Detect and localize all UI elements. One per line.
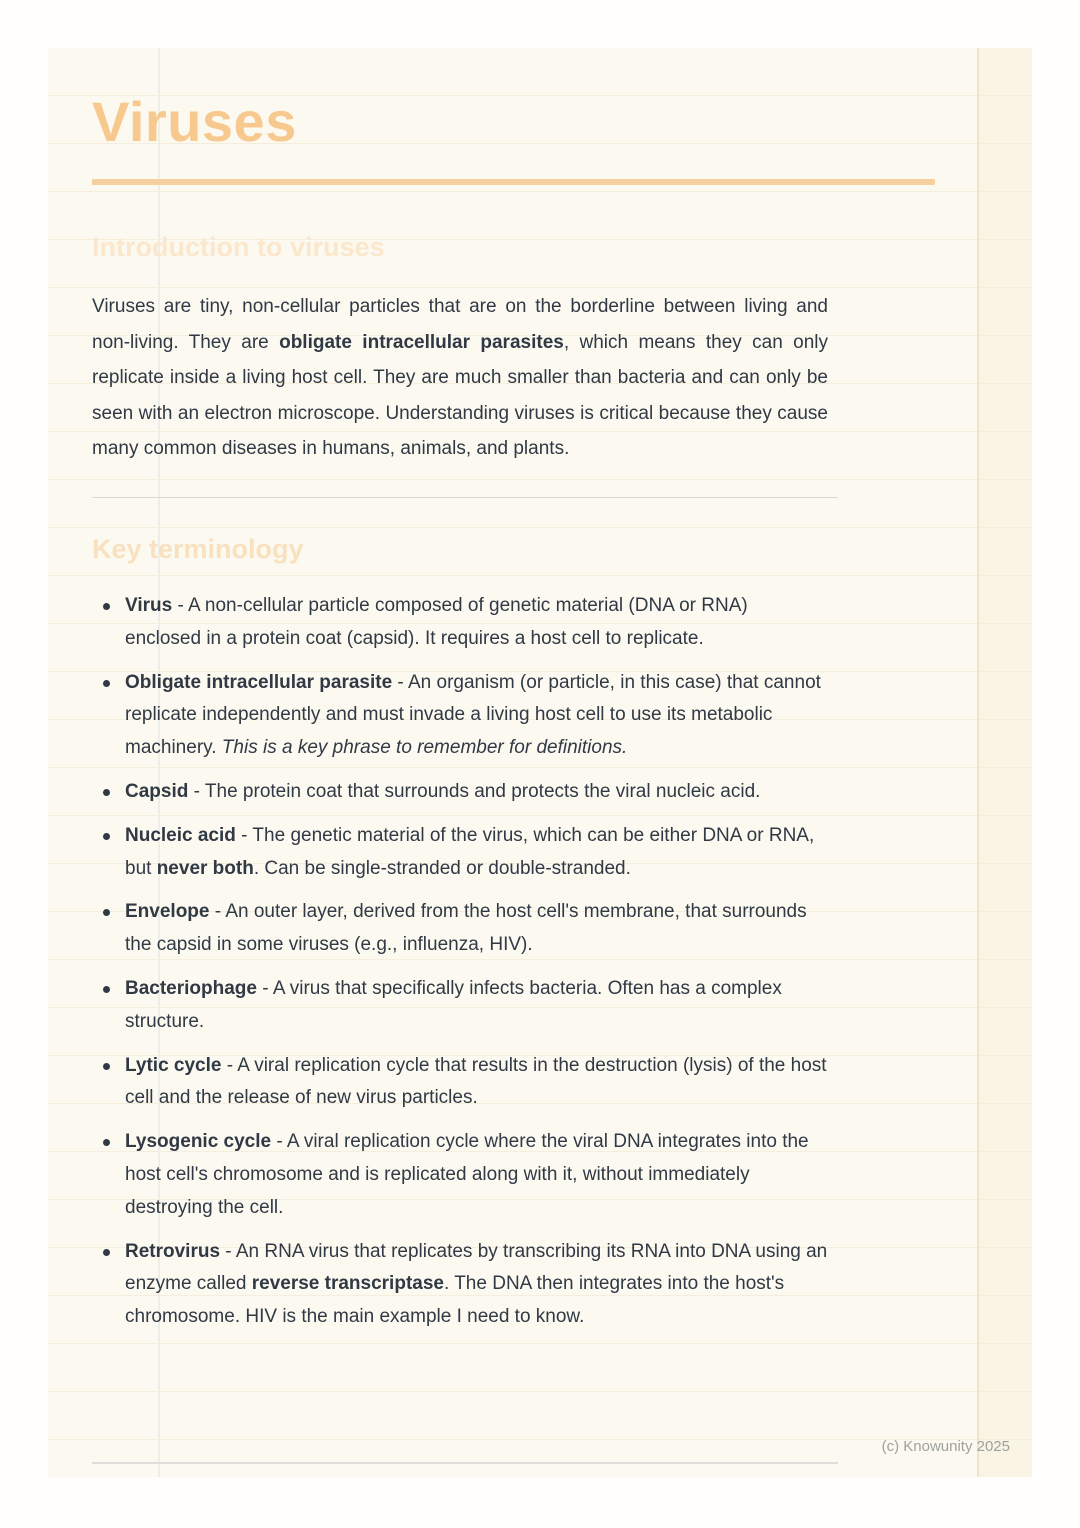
text-segment: This is a key phrase to remember for definitions. xyxy=(221,737,628,759)
paper-right-margin-strip xyxy=(979,48,1032,1477)
text-segment: - An organism (or particle, in this case) that cannot replicate independently and must invade a living host cell to use its metabolic machinery. xyxy=(125,671,821,759)
text-segment: never both xyxy=(156,857,254,879)
paper-sheet xyxy=(48,48,1032,1477)
terminology-item xyxy=(92,667,828,765)
text-segment: Envelope xyxy=(125,901,210,923)
page-title: Viruses xyxy=(92,90,297,153)
terminology-section-heading: Key terminology xyxy=(92,534,304,564)
text-segment: Lytic cycle xyxy=(125,1054,222,1076)
intro-paragraph xyxy=(92,289,828,467)
text-segment: - A non-cellular particle composed of genetic material (DNA or RNA) enclosed in a protein coat (capsid). It requires a host cell to replicate. xyxy=(125,595,748,649)
text-segment: - An outer layer, derived from the host cell's membrane, that surrounds the capsid in some viruses (e.g., influenza, HIV). xyxy=(125,901,807,956)
terminology-item xyxy=(92,1236,828,1334)
terminology-item xyxy=(92,1126,828,1224)
copyright-footer: (c) Knowunity 2025 xyxy=(881,1438,1010,1455)
text-segment: - A viral replication cycle that results in the destruction (lysis) of the host cell and the release of new virus particles. xyxy=(125,1054,827,1109)
text-segment: Viruses are tiny, non-cellular particles that are on the borderline between living and non-living. They are xyxy=(92,296,828,353)
text-segment: Retrovirus xyxy=(125,1240,221,1262)
text-segment: Virus xyxy=(125,595,173,616)
document-content xyxy=(92,90,828,1345)
terminology-item xyxy=(92,896,828,962)
terminology-item xyxy=(92,820,828,886)
text-segment: . Can be single-stranded or double-stranded. xyxy=(253,857,631,879)
text-segment: . The DNA then integrates into the host's chromosome. HIV is the main example I need to know. xyxy=(125,1273,785,1328)
footer-divider xyxy=(92,1462,838,1464)
text-segment: - A viral replication cycle where the viral DNA integrates into the host cell's chromosome and is replicated along with it, without immediately destroying the cell. xyxy=(125,1131,809,1218)
terminology-item xyxy=(92,590,828,656)
text-segment: - A virus that specifically infects bacteria. Often has a complex structure. xyxy=(125,977,782,1032)
text-segment: - The protein coat that surrounds and protects the viral nucleic acid. xyxy=(188,780,761,802)
text-segment: , which means they can only replicate inside a living host cell. They are much smaller than bacteria and can only be seen with an electron microscope. Understanding viruses is critical because they cause many common diseases in humans, animals, and plants. xyxy=(92,331,828,459)
text-segment: Bacteriophage xyxy=(125,977,257,999)
terminology-item xyxy=(92,973,828,1039)
title-underline-rule xyxy=(92,179,935,185)
text-segment: Obligate intracellular parasite xyxy=(125,671,393,693)
terminology-list xyxy=(92,590,828,1334)
text-segment: - The genetic material of the virus, which can be either DNA or RNA, but xyxy=(125,824,815,879)
text-segment: Lysogenic cycle xyxy=(125,1131,272,1153)
terminology-item xyxy=(92,776,828,809)
terminology-item xyxy=(92,1050,828,1116)
intro-section-heading: Introduction to viruses xyxy=(92,232,385,262)
vertical-rule-line-peach xyxy=(977,48,979,1477)
text-segment: obligate intracellular parasites xyxy=(279,331,564,353)
section-divider xyxy=(92,497,838,499)
text-segment: - An RNA virus that replicates by transcribing its RNA into DNA using an enzyme called xyxy=(125,1240,828,1295)
text-segment: Capsid xyxy=(125,780,189,802)
text-segment: Nucleic acid xyxy=(125,824,236,846)
text-segment: reverse transcriptase xyxy=(251,1273,444,1295)
